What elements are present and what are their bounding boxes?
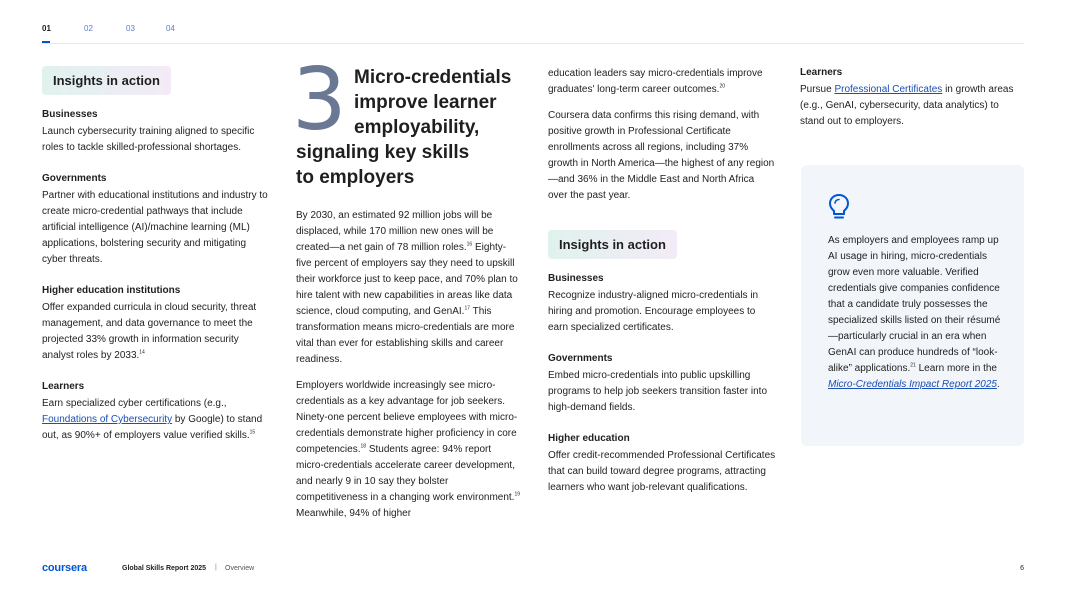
body-paragraph — [296, 208, 520, 368]
footnote-ref[interactable]: 18 — [360, 443, 367, 450]
text-fragment: in growth areas (e.g., GenAI, cybersecurity, data analytics) to stand out to employers. — [800, 84, 1014, 127]
title-line: Micro-credentials — [354, 67, 512, 88]
insight-businesses — [42, 108, 268, 156]
insight-governments — [548, 352, 776, 416]
insight-heading: Governments — [548, 353, 613, 364]
tab-01[interactable]: 01 — [42, 24, 51, 39]
footnote-ref[interactable]: 20 — [719, 83, 725, 90]
text-fragment: Eighty-five percent of employers say they need to upskill their workforce just to keep pace, and 70% plan to hire talent with new capabilities in areas like data science, cloud computing, and GenAI. — [296, 242, 518, 317]
footer-separator: | — [215, 564, 217, 571]
text-fragment: Meanwhile, 94% of higher — [296, 508, 412, 519]
body-paragraph: Coursera data confirms this rising demand, with positive growth in Professional Certificate enrollments across all regions, including 37% growth in North America—the highest of any region—and 36% in the Middle East and North Africa over the past year. — [548, 110, 775, 201]
column-4 — [800, 66, 1024, 146]
insight-learners — [800, 66, 1024, 130]
foundations-cybersecurity-link[interactable]: Foundations of Cybersecurity — [42, 414, 173, 425]
footnote-ref[interactable]: 17 — [464, 305, 470, 312]
insight-heading: Businesses — [548, 273, 604, 284]
body-paragraph — [296, 378, 520, 522]
insight-text — [42, 300, 268, 364]
text-fragment: by Google) to stand out, as 90%+ of employers value verified skills. — [42, 414, 263, 441]
column-1 — [42, 66, 268, 460]
tab-02[interactable]: 02 — [84, 24, 93, 33]
text-fragment: Learn more in the — [915, 363, 997, 374]
section-tabs — [42, 24, 1024, 44]
professional-certificates-link[interactable]: Professional Certificates — [834, 84, 943, 95]
footnote-ref[interactable]: 19 — [514, 491, 521, 498]
insight-text: Offer credit-recommended Professional Certificates that can build toward degree programs, attracting learners who want job-relevant qualifications. — [548, 450, 776, 493]
insight-text — [42, 396, 268, 444]
page-number: 6 — [1020, 565, 1024, 572]
insight-learners — [42, 380, 268, 444]
insight-text — [800, 82, 1024, 130]
coursera-logo[interactable]: coursera — [42, 562, 87, 574]
title-line: improve learner — [354, 92, 497, 113]
insight-governments — [42, 172, 268, 268]
callout-box — [801, 165, 1024, 446]
insight-heading: Learners — [800, 67, 843, 78]
column-2 — [292, 50, 521, 532]
insight-businesses — [548, 272, 776, 336]
lightbulb-icon — [827, 192, 851, 222]
insight-text: Recognize industry-aligned micro-credentials in hiring and promotion. Encourage employees to earn specialized certificates. — [548, 290, 759, 333]
footer-section: Overview — [225, 565, 255, 572]
tab-04[interactable]: 04 — [166, 24, 175, 33]
text-fragment: By 2030, an estimated 92 million jobs will be displaced, while 170 million new ones will be created—a net gain of 78 million roles. — [296, 210, 494, 253]
column-3 — [548, 66, 776, 512]
footnote-ref[interactable]: 21 — [910, 362, 916, 369]
insights-badge: Insights in action — [42, 66, 171, 95]
section-hero — [292, 50, 520, 202]
insight-heading: Higher education institutions — [42, 285, 181, 296]
insight-heading: Higher education — [548, 433, 630, 444]
section-number: 3 — [292, 50, 347, 150]
impact-report-link[interactable]: Micro-Credentials Impact Report 2025 — [828, 379, 997, 390]
insight-text: Embed micro-credentials into public upskilling programs to help job seekers transition faster into high-demand fields. — [548, 370, 767, 413]
insight-text: Partner with educational institutions and industry to create micro-credential pathways that include artificial intelligence (AI)/machine learning (ML) applications, bolstering security and mitigating cyber threats. — [42, 190, 268, 265]
text-fragment: Employers worldwide increasingly see micro-credentials as a key advantage for job seekers. Ninety-one percent believe employees with micro-credentials demonstrate higher proficiency in core competencies. — [296, 380, 518, 455]
insight-higher-education — [548, 432, 776, 496]
section-title — [296, 65, 511, 190]
footnote-ref[interactable]: 16 — [466, 241, 473, 248]
insights-badge: Insights in action — [548, 230, 677, 259]
text-fragment: . — [996, 379, 1000, 390]
title-line: employability, — [354, 117, 480, 138]
insight-heading: Learners — [42, 381, 85, 392]
report-title: Global Skills Report 2025 — [122, 565, 207, 572]
title-line: to employers — [296, 167, 415, 188]
text-fragment: As employers and employees ramp up AI usage in hiring, micro-credentials grow even more valuable. Verified credentials give companies confidence that a candidate truly possesses the specialized skills listed on their résumé—particularly crucial in an era when GenAI can produce hundreds of “look-alike” applications. — [828, 235, 1001, 374]
insight-text-body: Offer expanded curricula in cloud security, threat management, and data governance to meet the projected 33% growth in information security analyst roles by 2033. — [42, 302, 257, 361]
body-paragraph — [548, 66, 776, 98]
callout-text — [828, 233, 1008, 393]
footnote-ref[interactable]: 15 — [249, 429, 256, 436]
text-fragment: Pursue — [800, 84, 835, 95]
footnote-ref[interactable]: 14 — [139, 349, 145, 356]
text-fragment: Students agree: 94% report micro-credentials accelerate career development, and nearly 9 in 10 say they bolster competitiveness in a changing work environment. — [296, 444, 515, 503]
insight-text: Launch cybersecurity training aligned to specific roles to tackle skilled-professional shortages. — [42, 126, 255, 153]
tab-03[interactable]: 03 — [126, 24, 135, 33]
text-fragment: Earn specialized cyber certifications (e.g., — [42, 398, 227, 409]
insight-heading: Governments — [42, 173, 107, 184]
text-fragment: education leaders say micro-credentials improve graduates' long-term career outcomes. — [548, 68, 763, 95]
title-line: signaling key skills — [296, 142, 470, 163]
text-fragment: This transformation means micro-credentials are more vital than ever for establishing skills and career readiness. — [296, 306, 515, 365]
insight-higher-education — [42, 284, 268, 364]
insight-heading: Businesses — [42, 109, 98, 120]
page-footer — [42, 563, 1024, 577]
